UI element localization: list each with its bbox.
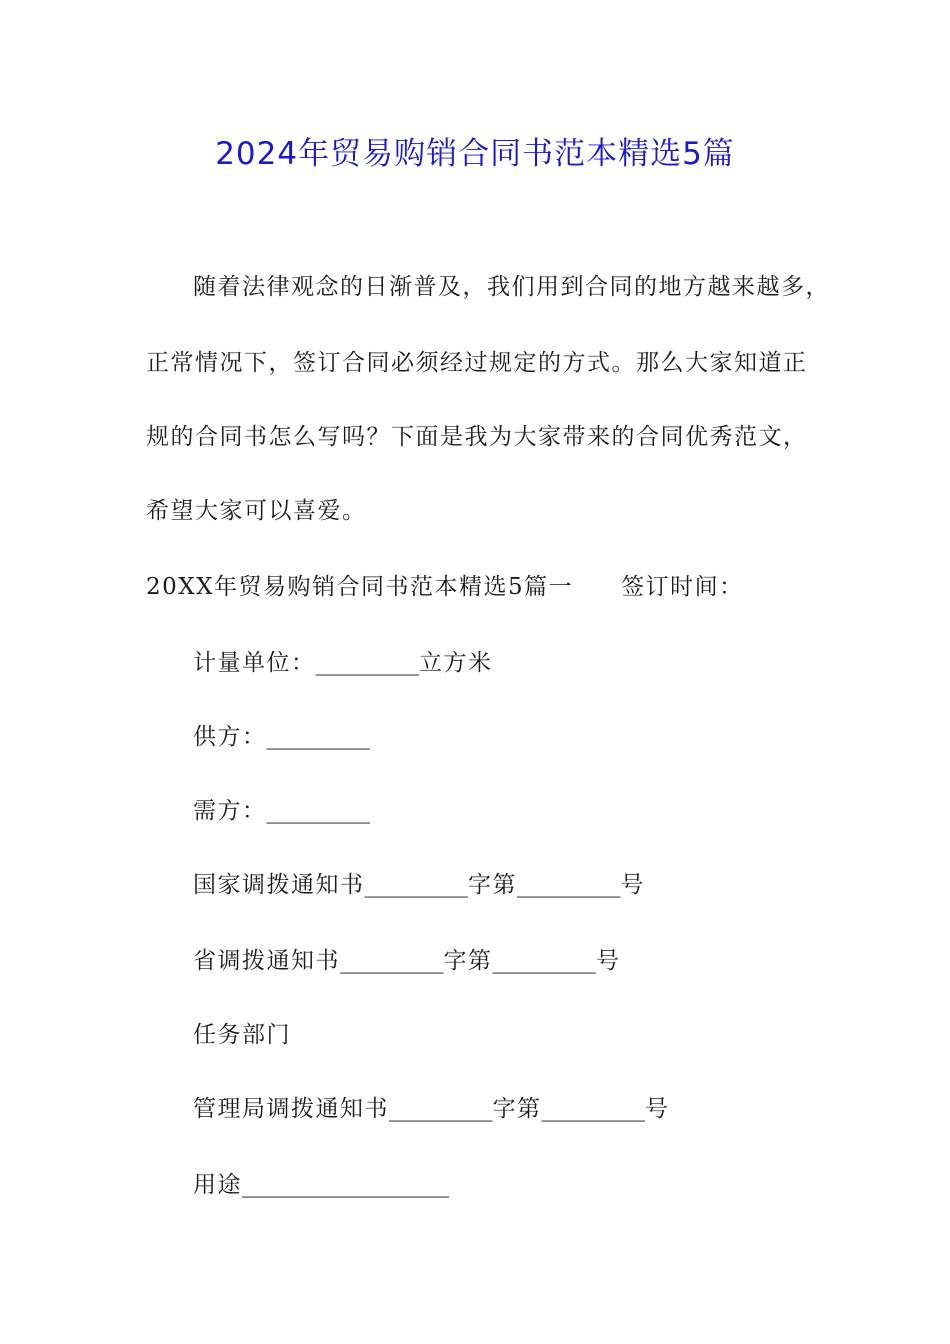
province-notice-mid: 字第 (443, 948, 493, 974)
document-title: 2024年贸易购销合同书范本精选5篇 (215, 136, 735, 172)
unit-blank: _________ (315, 650, 419, 676)
supplier-row (193, 718, 370, 751)
bureau-notice-suffix: 号 (645, 1096, 670, 1122)
section-heading: 20XX年贸易购销合同书范本精选5篇一 (146, 574, 574, 600)
intro-line-2: 正常情况下，签订合同必须经过规定的方式。那么大家知道正 (146, 350, 808, 376)
task-dept-row (193, 1016, 291, 1049)
national-notice-mid: 字第 (468, 872, 517, 898)
bureau-notice-label: 管理局调拨通知书 (193, 1096, 389, 1122)
intro-line-1: 随着法律观念的日渐普及，我们用到合同的地方越来越多， (193, 274, 830, 300)
buyer-blank: _________ (266, 798, 370, 824)
province-notice-row (193, 942, 621, 975)
unit-suffix: 立方米 (419, 650, 493, 676)
supplier-label: 供方： (193, 724, 267, 750)
task-dept-label: 任务部门 (193, 1022, 291, 1048)
national-notice-label: 国家调拨通知书 (193, 872, 365, 898)
province-notice-blank-1: _________ (340, 948, 444, 974)
province-notice-label: 省调拨通知书 (193, 948, 340, 974)
national-notice-blank-2: _________ (517, 872, 621, 898)
bureau-notice-mid: 字第 (492, 1096, 542, 1122)
supplier-blank: _________ (266, 724, 370, 750)
national-notice-suffix: 号 (620, 872, 645, 898)
buyer-row (193, 792, 370, 825)
bureau-notice-row (193, 1090, 670, 1123)
intro-line-3: 规的合同书怎么写吗？下面是我为大家带来的合同优秀范文， (146, 424, 808, 450)
national-notice-blank-1: _________ (364, 872, 468, 898)
bureau-notice-blank-2: _________ (541, 1096, 645, 1122)
province-notice-suffix: 号 (596, 948, 621, 974)
unit-label: 计量单位： (193, 650, 316, 676)
province-notice-blank-2: _________ (492, 948, 596, 974)
sign-time-label: 签订时间： (621, 574, 744, 600)
usage-row (193, 1166, 449, 1199)
bureau-notice-blank-1: _________ (389, 1096, 493, 1122)
usage-label: 用途 (193, 1172, 242, 1198)
national-notice-row (193, 866, 645, 899)
usage-blank: __________________ (242, 1172, 449, 1198)
intro-line-4: 希望大家可以喜爱。 (146, 498, 367, 524)
section-heading-row (146, 568, 744, 601)
unit-row (193, 644, 493, 677)
buyer-label: 需方： (193, 798, 267, 824)
